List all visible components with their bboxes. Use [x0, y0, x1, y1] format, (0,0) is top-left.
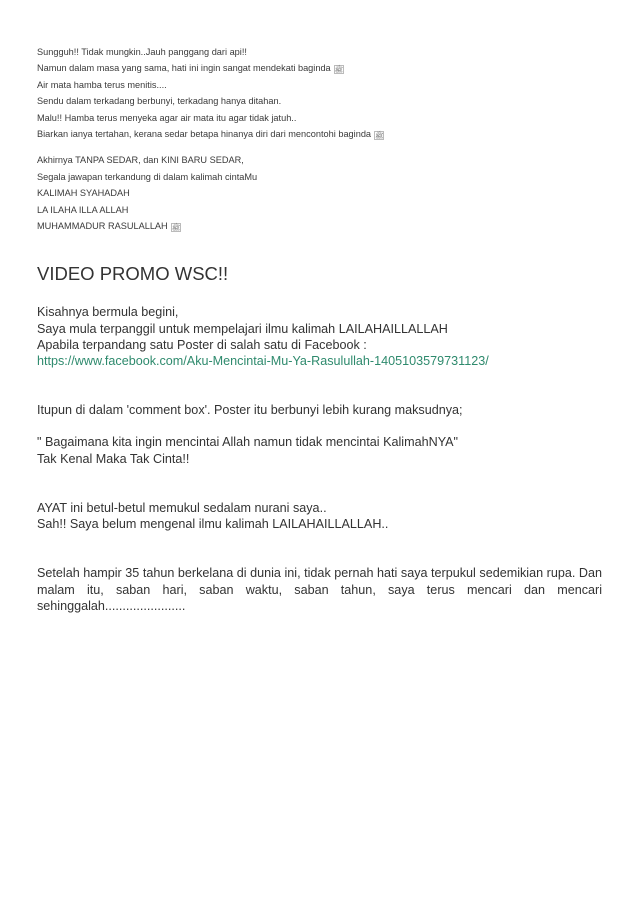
poem-line: Sungguh!! Tidak mungkin..Jauh panggang dari api!! [37, 47, 247, 57]
poem-line: KALIMAH SYAHADAH [37, 188, 130, 199]
salawat-icon: ﷺ [171, 225, 181, 233]
salawat-icon: ﷺ [375, 133, 384, 141]
poem-line: Sendu dalam terkadang berbunyi, terkadang hanya ditahan. [37, 96, 282, 107]
poem-line: Akhirnya TANPA SEDAR, dan KINI BARU SEDAR, [37, 155, 244, 166]
poem-line: Biarkan ianya tertahan, kerana sedar betapa hinanya diri dari mencontohi baginda ﷺ [37, 129, 384, 141]
comment-paragraph: Itupun di dalam 'comment box'. Poster itu berbunyi lebih kurang maksudnya; [37, 403, 463, 418]
document-page [37, 44, 602, 614]
closing-paragraph: Setelah hampir 35 tahun berkelana di dunia ini, tidak pernah hati saya terpukul sedemikian rupa. Dan malam itu, saban hari, saban waktu, saban tahun, saya terus mencari dan mencari sehinggalah....................... [37, 566, 602, 613]
poem-line: Malu!! Hamba terus menyeka agar air mata itu agar tidak jatuh.. [37, 112, 297, 123]
section-heading: VIDEO PROMO WSC!! [37, 263, 229, 285]
facebook-link[interactable]: https://www.facebook.com/Aku-Mencintai-Mu-Ya-Rasulullah-1405103579731123/ [37, 354, 489, 369]
poem-line: Segala jawapan terkandung di dalam kalimah cintaMu [37, 171, 258, 182]
poem-line: Namun dalam masa yang sama, hati ini ingin sangat mendekati baginda ﷺ [37, 63, 344, 75]
intro-paragraph: Kisahnya bermula begini, Saya mula terpanggil untuk mempelajari ilmu kalimah LAILAHAILLALLAH Apabila terpandang satu Poster di salah satu di Facebook : https://www.facebook.com/Aku-Mencintai-Mu-Ya-Rasulullah-1405103579731123/ [37, 305, 489, 369]
poem-block-1 [37, 44, 602, 142]
poem-line: Air mata hamba terus menitis.... [37, 79, 167, 90]
poem-line: MUHAMMADUR RASULALLAH ﷺ [37, 221, 181, 233]
salawat-icon: ﷺ [334, 67, 344, 75]
poem-line: LA ILAHA ILLA ALLAH [37, 204, 129, 215]
quote-paragraph: " Bagaimana kita ingin mencintai Allah namun tidak mencintai KalimahNYA" Tak Kenal Maka Tak Cinta!! [37, 435, 459, 466]
realization-paragraph: AYAT ini betul-betul memukul sedalam nurani saya.. Sah!! Saya belum mengenal ilmu kalimah LAILAHAILLALLAH.. [37, 500, 389, 532]
poem-block-2 [37, 152, 602, 234]
